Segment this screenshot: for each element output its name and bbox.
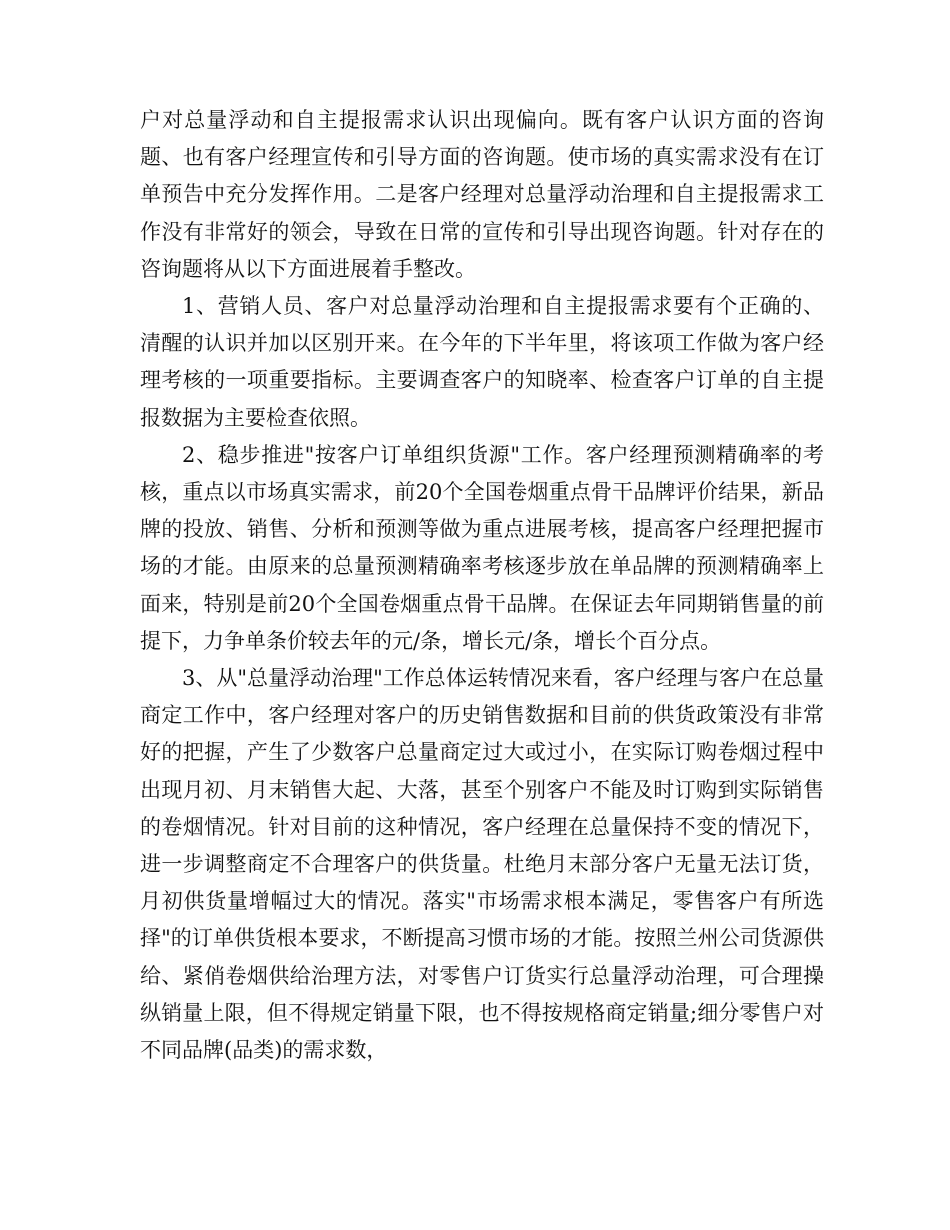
paragraph-item-2: 2、稳步推进"按客户订单组织货源"工作。客户经理预测精确率的考核，重点以市场真实需求，前20个全国卷烟重点骨干品牌评价结果，新品牌的投放、销售、分析和预测等做为重点进展考核，提高客户经理把握市场的才能。由原来的总量预测精确率考核逐步放在单品牌的预测精确率上面来，特别是前20个全国卷烟重点骨干品牌。在保证去年同期销售量的前提下，力争单条价较去年的元/条，增长元/条，增长个百分点。 <box>140 442 824 653</box>
paragraph-item-3: 3、从"总量浮动治理"工作总体运转情况来看，客户经理与客户在总量商定工作中，客户经理对客户的历史销售数据和目前的供货政策没有非常好的把握，产生了少数客户总量商定过大或过小，在实际订购卷烟过程中出现月初、月末销售大起、大落，甚至个别客户不能及时订购到实际销售的卷烟情况。针对目前的这种情况，客户经理在总量保持不变的情况下，进一步调整商定不合理客户的供货量。杜绝月末部分客户无量无法订货，月初供货量增幅过大的情况。落实"市场需求根本满足，零售客户有所选择"的订单供货根本要求，不断提高习惯市场的才能。按照兰州公司货源供给、紧俏卷烟供给治理方法，对零售户订货实行总量浮动治理，可合理操纵销量上限，但不得规定销量下限，也不得按规格商定销量;细分零售户对不同品牌(品类)的需求数， <box>140 666 824 1063</box>
document-body <box>140 102 824 1069</box>
paragraph-continuation: 户对总量浮动和自主提报需求认识出现偏向。既有客户认识方面的咨询题、也有客户经理宣传和引导方面的咨询题。使市场的真实需求没有在订单预告中充分发挥作用。二是客户经理对总量浮动治理和自主提报需求工作没有非常好的领会，导致在日常的宣传和引导出现咨询题。针对存在的咨询题将从以下方面进展着手整改。 <box>140 108 824 281</box>
paragraph-item-1: 1、营销人员、客户对总量浮动治理和自主提报需求要有个正确的、清醒的认识并加以区别开来。在今年的下半年里，将该项工作做为客户经理考核的一项重要指标。主要调查客户的知晓率、检查客户订单的自主提报数据为主要检查依照。 <box>140 294 824 430</box>
